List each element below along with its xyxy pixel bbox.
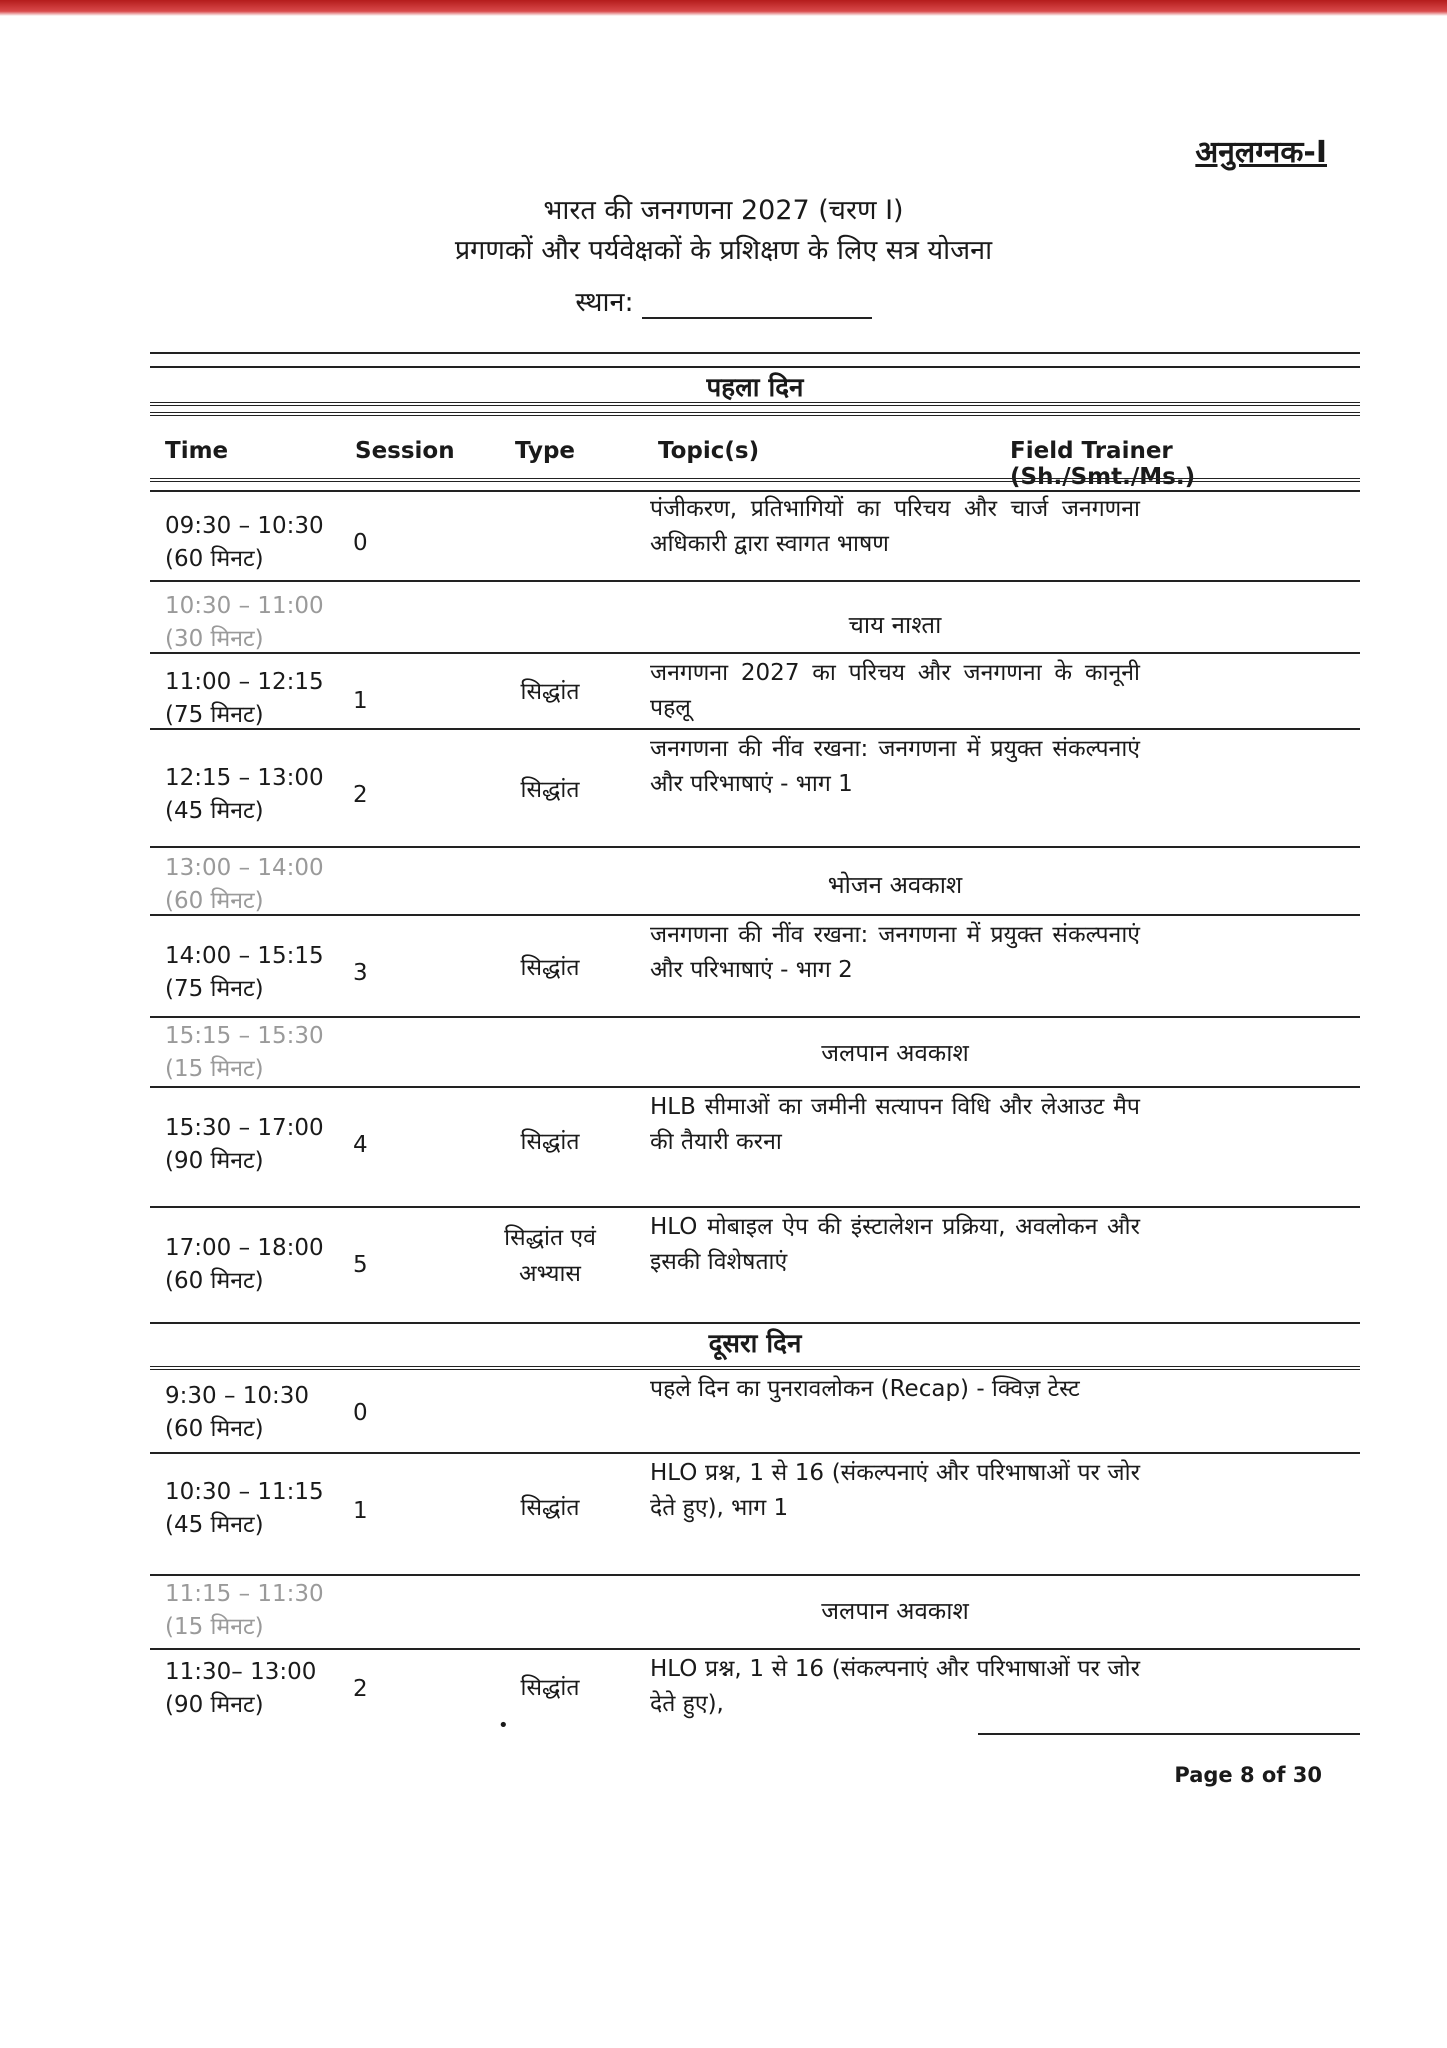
rule [150,914,1360,916]
page-number: Page 8 of 30 [1174,1763,1322,1787]
rule [150,1648,1360,1650]
topic-text: HLO प्रश्न, 1 से 16 (संकल्पनाएं और परिभाषाओं पर जोर देते हुए), भाग 1 [650,1460,1140,1521]
session-number: 4 [353,1132,368,1158]
topic-text: HLB सीमाओं का जमीनी सत्यापन विधि और लेआउट मैप की तैयारी करना [650,1094,1140,1155]
rule [150,1086,1360,1088]
rule [150,1016,1360,1018]
topic-text: HLO प्रश्न, 1 से 16 (संकल्पनाएं और परिभाषाओं पर जोर देते हुए), [650,1656,1140,1717]
time-range: 11:00 – 12:15 (75 मिनट) [165,669,324,728]
session-number: 0 [353,530,368,556]
break-label: चाय नाश्ता [848,611,942,639]
session-type: सिद्धांत [520,679,580,705]
session-number: 1 [353,688,368,714]
rule [150,1574,1360,1576]
time-range: 10:30 – 11:00 (30 मिनट) [165,593,324,652]
time-range: 11:15 – 11:30 (15 मिनट) [165,1581,324,1640]
rule [150,352,1360,354]
rule [150,580,1360,582]
place-line [0,282,1447,319]
topic-text: जनगणना की नींव रखना: जनगणना में प्रयुक्त संकल्पनाएं और परिभाषाएं - भाग 1 [650,736,1140,797]
session-number: 1 [353,1498,368,1524]
session-type: सिद्धांत [520,955,580,981]
break-label: जलपान अवकाश [821,1039,969,1067]
document-subtitle: प्रगणकों और पर्यवेक्षकों के प्रशिक्षण के लिए सत्र योजना [454,235,993,266]
header-session: Session [355,438,455,464]
time-range: 9:30 – 10:30 (60 मिनट) [165,1383,310,1442]
day2-label: दूसरा दिन [708,1329,802,1359]
time-range: 09:30 – 10:30 (60 मिनट) [165,513,324,572]
time-range: 15:30 – 17:00 (90 मिनट) [165,1115,324,1174]
rule [150,846,1360,848]
session-number: 3 [353,960,368,986]
rule [978,1733,1360,1735]
session-number: 5 [353,1252,368,1278]
scan-top-edge [0,0,1447,16]
rule [150,402,1360,406]
topic-text: जनगणना 2027 का परिचय और जनगणना के कानूनी पहलू [650,660,1140,721]
rule [150,412,1360,416]
place-label: स्थान: [575,287,634,318]
session-type: सिद्धांत [520,1129,580,1155]
place-blank [642,295,872,319]
rule [150,652,1360,654]
session-number: 0 [353,1400,368,1426]
rule [150,728,1360,730]
session-type: सिद्धांत [520,1495,580,1521]
time-range: 10:30 – 11:15 (45 मिनट) [165,1479,324,1538]
session-type: सिद्धांत [520,777,580,803]
time-range: 13:00 – 14:00 (60 मिनट) [165,855,324,914]
document-title: भारत की जनगणना 2027 (चरण I) [543,195,904,226]
header-field-trainer: Field Trainer (Sh./Smt./Ms.) [1010,438,1196,490]
break-label: भोजन अवकाश [827,871,963,899]
session-type: सिद्धांत [520,1675,580,1701]
topic-text: पंजीकरण, प्रतिभागियों का परिचय और चार्ज जनगणना अधिकारी द्वारा स्वागत भाषण [650,496,1140,557]
session-type: सिद्धांत एवं अभ्यास [504,1225,596,1287]
topic-text: HLO मोबाइल ऐप की इंस्टालेशन प्रक्रिया, अवलोकन और इसकी विशेषताएं [650,1214,1140,1275]
header-time: Time [165,438,229,464]
day1-label: पहला दिन [706,373,804,403]
session-number: 2 [353,1676,368,1702]
time-range: 11:30– 13:00 (90 मिनट) [165,1659,317,1718]
time-range: 17:00 – 18:00 (60 मिनट) [165,1235,324,1294]
time-range: 12:15 – 13:00 (45 मिनट) [165,765,324,824]
rule [150,1366,1360,1370]
topic-text: पहले दिन का पुनरावलोकन (Recap) - क्विज़ टेस्ट [650,1376,1080,1402]
header-type: Type [515,438,576,464]
session-number: 2 [353,782,368,808]
rule [150,1452,1360,1454]
annexure-label: अनुलग्नक-I [1195,135,1327,170]
rule [150,478,1360,482]
rule [150,1206,1360,1208]
time-range: 14:00 – 15:15 (75 मिनट) [165,943,324,1002]
table-header [150,432,1360,490]
stray-dot: • [498,1715,509,1736]
break-label: जलपान अवकाश [821,1597,969,1625]
header-topics: Topic(s) [658,438,760,464]
time-range: 15:15 – 15:30 (15 मिनट) [165,1023,324,1082]
topic-text: जनगणना की नींव रखना: जनगणना में प्रयुक्त संकल्पनाएं और परिभाषाएं - भाग 2 [650,922,1140,983]
